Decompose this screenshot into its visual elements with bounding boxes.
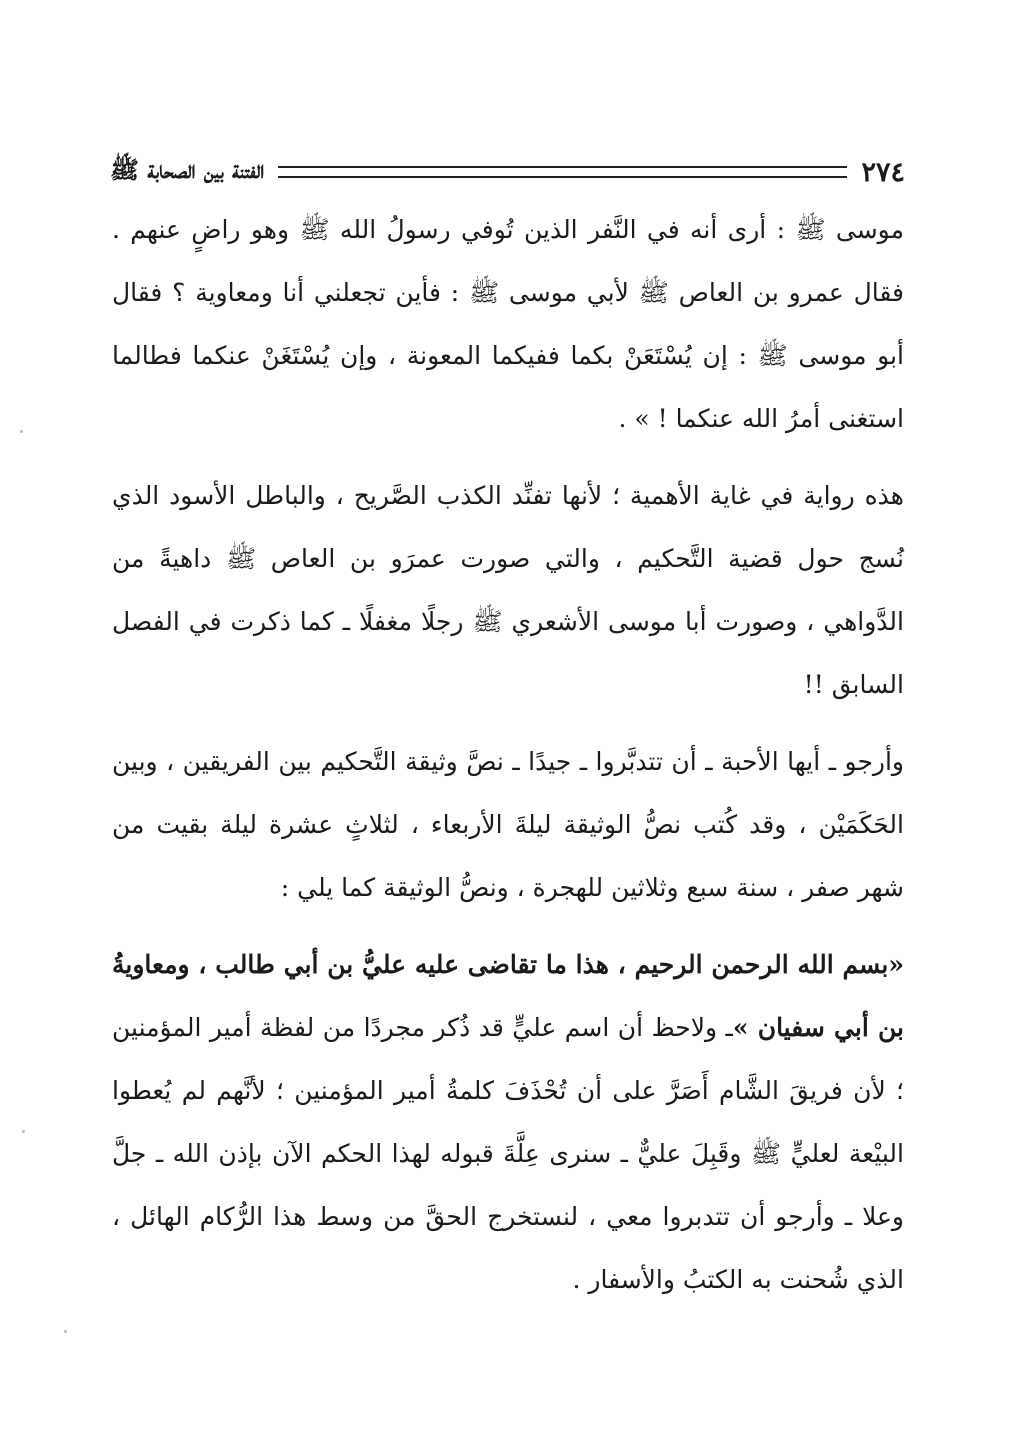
page-number: ٢٧٤ <box>861 156 905 188</box>
scan-speck <box>20 430 23 433</box>
header-double-rule <box>278 166 847 178</box>
scan-speck <box>22 1130 25 1133</box>
scan-speck <box>64 1330 67 1333</box>
page-header <box>110 152 905 192</box>
paragraph-4 <box>112 933 904 1311</box>
running-head-title: الفتنة بين الصحابة ﷺ <box>110 154 265 184</box>
paragraph-1-text: موسى ﷺ : أرى أنه في النَّفر الذين تُوفي رسولُ الله ﷺ وهو راضٍ عنهم . فقال عمرو بن العاص ﷺ لأبي موسى ﷺ : فأين تجعلني أنا ومعاوية ؟ فقال أبو موسى ﷺ : إن يُسْتَعَنْ بكما ففيكما المعونة ، وإن يُسْتَغَنْ عنكما فطالما استغنى أمرُ الله عنكما ! » . <box>112 215 904 433</box>
paragraph-1 <box>112 198 904 450</box>
paragraph-2 <box>112 464 904 716</box>
paragraph-3 <box>112 730 904 919</box>
paragraph-3-text: وأرجو ـ أيها الأحبة ـ أن تتدبَّروا ـ جيدًا ـ نصَّ وثيقة التَّحكيم بين الفريقين ، وبين الحَكَمَيْن ، وقد كُتب نصُّ الوثيقة ليلةَ الأربعاء ، لثلاثٍ عشرة ليلة بقيت من شهر صفر ، سنة سبع وثلاثين للهجرة ، ونصُّ الوثيقة كما يلي : <box>112 747 904 902</box>
paragraph-2-text: هذه رواية في غاية الأهمية ؛ لأنها تفنِّد الكذب الصَّريح ، والباطل الأسود الذي نُسج حول قضية التَّحكيم ، والتي صورت عمرَو بن العاص ﷺ داهيةً من الدَّواهي ، وصورت أبا موسى الأشعري ﷺ رجلًا مغفلًا ـ كما ذكرت في الفصل السابق !! <box>112 481 904 699</box>
paragraph-4-text: ـ ولاحظ أن اسم عليٍّ قد ذُكر مجردًا من لفظة أمير المؤمنين ؛ لأن فريقَ الشَّام أَصَرَّ على أن تُحْذَفَ كلمةُ أمير المؤمنين ؛ لأنَّهم لم يُعطوا البيْعة لعليٍّ ﷺ وقَبِلَ عليٌّ ـ سنرى عِلَّةَ قبوله لهذا الحكم الآن بإذن الله ـ جلَّ وعلا ـ وأرجو أن تتدبروا معي ، لنستخرج الحقَّ من وسط هذا الرُّكام الهائل ، الذي شُحنت به الكتبُ والأسفار . <box>112 1013 904 1294</box>
page-body <box>112 198 904 1311</box>
document-quote-bold: «بسم الله الرحمن الرحيم ، هذا ما تقاضى عليه عليُّ بن أبي طالب ، ومعاويةُ بن أبي سفيان » <box>112 950 904 1042</box>
